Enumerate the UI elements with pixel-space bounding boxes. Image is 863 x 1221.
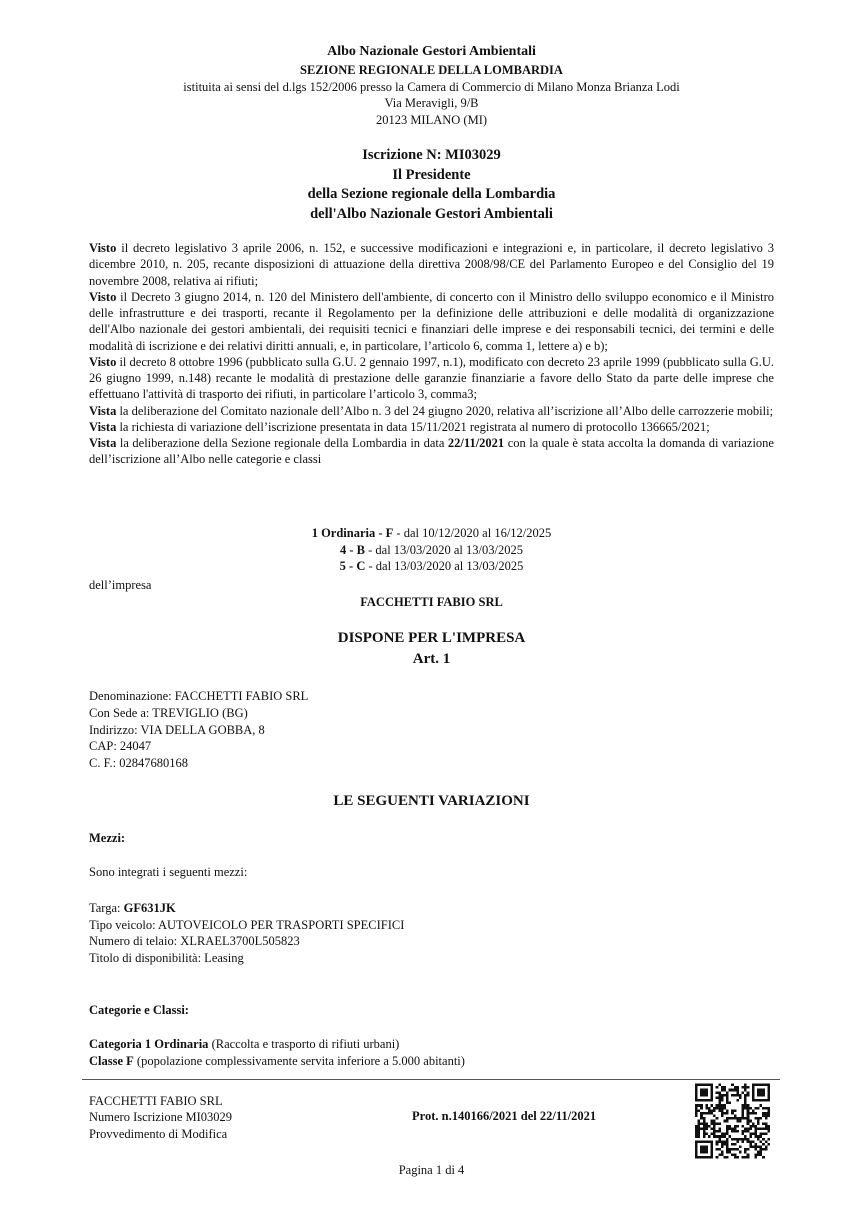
preamble xyxy=(89,240,774,468)
sezione-line: della Sezione regionale della Lombardia xyxy=(307,186,556,203)
classe-desc: (popolazione complessivamente servita inferiore a 5.000 abitanti) xyxy=(133,1053,465,1068)
tipo-veicolo: Tipo veicolo: AUTOVEICOLO PER TRASPORTI SPECIFICI xyxy=(89,917,405,932)
dispone-title: DISPONE PER L'IMPRESA xyxy=(337,630,526,646)
category-period: - dal 13/03/2020 al 13/03/2025 xyxy=(365,542,523,557)
paragraph-text: con la quale è stata accolta la domanda di variazione dell’iscrizione all’Albo nelle categorie e classi xyxy=(89,436,774,467)
company-details xyxy=(89,688,308,772)
paragraph-text: la deliberazione della Sezione regionale della Lombardia in data xyxy=(116,436,448,450)
deliberation-date: 22/11/2021 xyxy=(447,436,505,450)
footer-numero: Numero Iscrizione MI03029 xyxy=(89,1110,233,1125)
paragraph-lead: Vista xyxy=(89,436,117,450)
category-period: - dal 10/12/2020 al 16/12/2025 xyxy=(393,526,552,540)
paragraph xyxy=(89,240,774,289)
classe-line xyxy=(89,1053,465,1070)
impresa-name: FACCHETTI FABIO SRL xyxy=(360,595,503,609)
paragraph xyxy=(89,403,774,419)
footer-company: FACCHETTI FABIO SRL xyxy=(89,1094,223,1108)
paragraph xyxy=(89,419,774,435)
mezzi-label: Mezzi: xyxy=(89,831,126,845)
presidente-line: Il Presidente xyxy=(392,166,471,183)
numero-telaio: Numero di telaio: XLRAEL3700L505823 xyxy=(89,934,300,948)
titolo-disponibilita: Titolo di disponibilità: Leasing xyxy=(89,950,244,965)
paragraph-lead: Vista xyxy=(89,419,117,434)
paragraph-lead: Visto xyxy=(89,241,117,255)
category-item xyxy=(0,525,863,542)
category-code: 1 Ordinaria - F xyxy=(311,526,394,540)
protocol-number: Prot. n.140166/2021 del 22/11/2021 xyxy=(412,1109,597,1123)
denominazione: Denominazione: FACCHETTI FABIO SRL xyxy=(89,689,309,703)
variazioni-heading: LE SEGUENTI VARIAZIONI xyxy=(333,793,530,809)
article-number: Art. 1 xyxy=(412,651,451,667)
org-name: Albo Nazionale Gestori Ambientali xyxy=(327,44,536,59)
document-title xyxy=(0,146,863,224)
categoria-line xyxy=(89,1036,465,1053)
letterhead xyxy=(0,43,863,129)
footer-provvedimento: Provvedimento di Modifica xyxy=(89,1126,228,1141)
categoria-desc: (Raccolta e trasporto di rifiuti urbani) xyxy=(208,1037,400,1051)
address-line-2: 20123 MILANO (MI) xyxy=(375,113,488,127)
instituted-line: istituita ai sensi del d.lgs 152/2006 presso la Camera di Commercio di Milano Monza Brianza Lodi xyxy=(183,79,680,94)
targa-label: Targa: xyxy=(89,901,124,915)
paragraph-text: il Decreto 3 giugno 2014, n. 120 del Ministero dell'ambiente, di concerto con il Ministro dello sviluppo economico e il Ministro delle infrastrutture e dei trasporti, recante il Regolamento per la definizione delle attribuzioni e delle modalità di organizzazione dell'Albo nazionale dei gestori ambientali, dei requisiti tecnici e finanziari delle imprese e dei responsabili tecnici, dei termini e delle modalità di iscrizione e dei relativi diritti annuali, e, in particolare, l’articolo 6, comma 1, lettere a) e b); xyxy=(89,289,774,353)
category-list xyxy=(0,525,863,575)
dispone-heading xyxy=(0,628,863,670)
category-item xyxy=(0,542,863,559)
categoria-name: Categoria 1 Ordinaria xyxy=(89,1037,209,1051)
paragraph-lead: Visto xyxy=(89,354,117,369)
categorie-classi xyxy=(89,1036,465,1069)
sede: Con Sede a: TREVIGLIO (BG) xyxy=(89,705,248,720)
targa-value: GF631JK xyxy=(123,901,176,915)
targa-line xyxy=(89,900,404,917)
paragraph-text: la deliberazione del Comitato nazionale dell’Albo n. 3 del 24 giugno 2020, relativa all’iscrizione all’Albo delle carrozzerie mobili; xyxy=(116,403,774,418)
impresa-label: dell’impresa xyxy=(89,578,152,592)
category-period: - dal 13/03/2020 al 13/03/2025 xyxy=(365,559,524,573)
categorie-classi-label: Categorie e Classi: xyxy=(89,1003,189,1017)
iscrizione-number: Iscrizione N: MI03029 xyxy=(362,147,501,163)
address-line-1: Via Meravigli, 9/B xyxy=(384,96,479,111)
category-code: 4 - B xyxy=(340,542,365,557)
category-code: 5 - C xyxy=(339,559,366,573)
paragraph-text: la richiesta di variazione dell’iscrizione presentata in data 15/11/2021 registrata al numero di protocollo 136665/2021; xyxy=(116,419,710,434)
paragraph-text: il decreto legislativo 3 aprile 2006, n. 152, e successive modificazioni e integrazioni e, in particolare, il decreto legislativo 3 dicembre 2010, n. 205, recante disposizioni di attuazione della direttiva 2008/98/CE del Parlamento Europeo e del Consiglio del 19 novembre 2008, relativa ai rifiuti; xyxy=(89,241,774,288)
cap: CAP: 24047 xyxy=(89,739,152,754)
paragraph-lead: Visto xyxy=(89,289,117,304)
paragraph xyxy=(89,354,774,403)
paragraph xyxy=(89,435,774,468)
mezzi-intro: Sono integrati i seguenti mezzi: xyxy=(89,865,248,879)
codice-fiscale: C. F.: 02847680168 xyxy=(89,756,189,770)
category-item xyxy=(0,558,863,575)
vehicle-details xyxy=(89,900,404,966)
page-number: Pagina 1 di 4 xyxy=(398,1163,465,1177)
section-name: SEZIONE REGIONALE DELLA LOMBARDIA xyxy=(300,62,563,77)
classe-name: Classe F xyxy=(89,1053,134,1068)
footer-divider xyxy=(82,1079,780,1080)
paragraph xyxy=(89,289,774,354)
albo-line: dell'Albo Nazionale Gestori Ambientali xyxy=(310,205,553,222)
paragraph-lead: Vista xyxy=(89,403,117,418)
qr-code-icon xyxy=(695,1082,770,1160)
indirizzo: Indirizzo: VIA DELLA GOBBA, 8 xyxy=(89,722,265,737)
paragraph-text: il decreto 8 ottobre 1996 (pubblicato sulla G.U. 2 gennaio 1997, n.1), modificato con decreto 23 aprile 1999 (pubblicato sulla G.U. 26 giugno 1999, n.148) recante le modalità di prestazione delle garanzie finanziarie a favore dello Stato da parte delle imprese che effettuano l'attività di trasporto dei rifiuti, in particolare l’articolo 3, comma3; xyxy=(89,354,774,402)
footer-info xyxy=(89,1093,232,1142)
